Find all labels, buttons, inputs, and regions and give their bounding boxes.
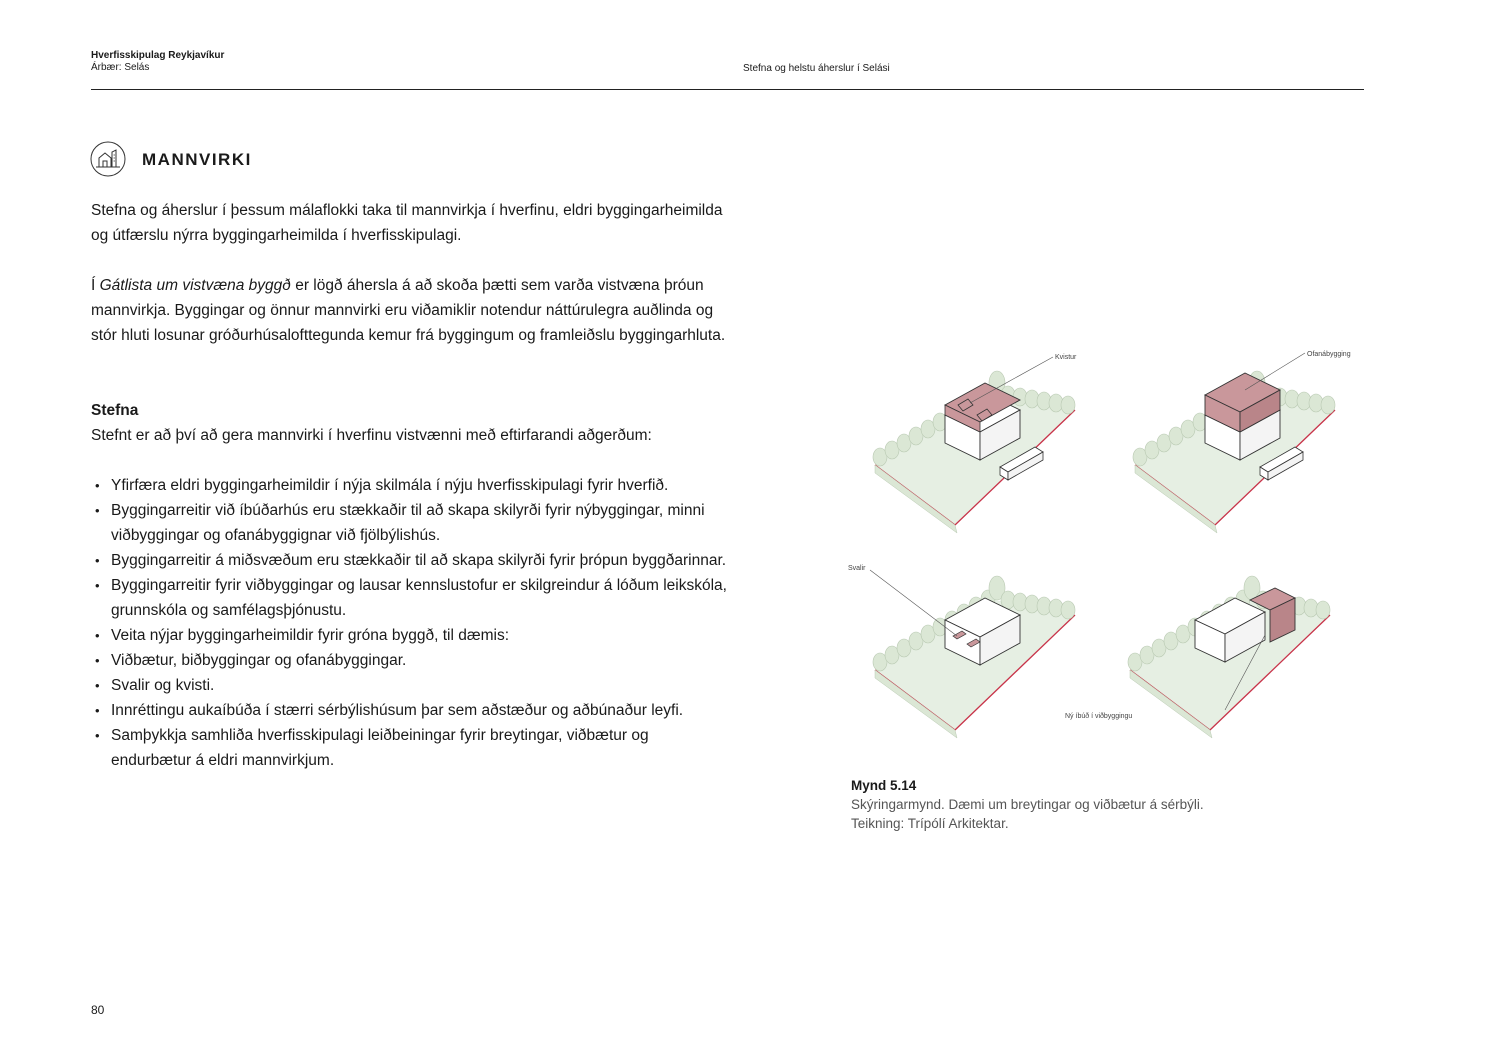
- caption-title: Mynd 5.14: [851, 778, 917, 793]
- diagram-svalir: [848, 565, 1075, 738]
- document-subtitle: Árbær: Selás: [91, 62, 150, 73]
- list-item: • Innréttingu aukaíbúða í stærri sérbýlishúsum þar sem aðstæður og aðbúnaður leyfi.: [91, 698, 731, 723]
- page-number: 80: [91, 1003, 105, 1017]
- chapter-title: Stefna og helstu áherslur í Selási: [743, 63, 890, 74]
- intro-paragraph: Stefna og áherslur í þessum málaflokki taka til mannvirkja í hverfinu, eldri byggingarheimilda og útfærslu nýrra byggingarheimilda í hverfisskipulagi.: [91, 202, 723, 244]
- diagram-kvistur: [873, 354, 1077, 533]
- document-title: Hverfisskipulag Reykjavíkur: [91, 50, 225, 61]
- list-item: • Veita nýjar byggingarheimildir fyrir gróna byggð, til dæmis:: [91, 623, 731, 648]
- document-header: [91, 50, 224, 74]
- list-item: • Byggingarreitir fyrir viðbyggingar og lausar kennslustofur er skilgreindur á lóðum leikskóla, grunnskóla og samfélagsþjónustu.: [91, 573, 731, 623]
- figure-caption: [851, 776, 1351, 833]
- list-item: • Byggingarreitir á miðsvæðum eru stækkaðir til að skapa skilyrði fyrir þrópun byggðarinnar.: [91, 548, 731, 573]
- label-ny-ibud: Ný íbúð í viðbyggingu: [1065, 713, 1133, 720]
- header-divider: [91, 89, 1364, 90]
- caption-credit: Teikning: Trípólí Arkitektar.: [851, 816, 1009, 831]
- label-svalir: Svalir: [848, 565, 866, 572]
- list-item: • Svalir og kvisti.: [91, 673, 731, 698]
- building-house-icon: [90, 141, 126, 177]
- stefna-heading: Stefna: [91, 402, 139, 419]
- checklist-paragraph: [91, 273, 731, 348]
- house-diagrams-figure: [845, 335, 1365, 745]
- list-item: • Byggingarreitir við íbúðarhús eru stækkaðir til að skapa skilyrði fyrir nýbyggingar, minni viðbyggingar og ofanábyggignar við fjölbýlishús.: [91, 498, 731, 548]
- diagram-ofanabygging: [1133, 351, 1351, 533]
- checklist-prefix: Í: [91, 277, 100, 294]
- list-item: • Yfirfæra eldri byggingarheimildir í nýja skilmála í nýju hverfisskipulagi fyrir hverfið.: [91, 473, 731, 498]
- checklist-title: Gátlista um vistvæna byggð: [99, 277, 291, 294]
- list-item: • Samþykkja samhliða hverfisskipulagi leiðbeiningar fyrir breytingar, viðbætur og endurbætur á eldri mannvirkjum.: [91, 723, 731, 773]
- diagram-vidbygging: [1065, 576, 1330, 738]
- section-title: MANNVIRKI: [142, 150, 252, 169]
- caption-line: Skýringarmynd. Dæmi um breytingar og viðbætur á sérbýli.: [851, 797, 1204, 812]
- label-kvistur: Kvistur: [1055, 354, 1077, 361]
- stefna-list: [91, 473, 731, 773]
- stefna-intro: Stefnt er að því að gera mannvirki í hverfinu vistvænni með eftirfarandi aðgerðum:: [91, 427, 652, 444]
- label-ofanabygging: Ofanábygging: [1307, 351, 1351, 358]
- list-item: • Viðbætur, biðbyggingar og ofanábyggingar.: [91, 648, 731, 673]
- checklist-text: er lögð áhersla á að skoða þætti sem varða vistvæna þróun mannvirkja. Byggingar og önnur mannvirki eru viðamiklir notendur náttúrulegra auðlinda og stór hluti losunar gróðurhúsalofttegunda kemur frá byggingum og framleiðslu byggingarhluta.: [91, 277, 726, 344]
